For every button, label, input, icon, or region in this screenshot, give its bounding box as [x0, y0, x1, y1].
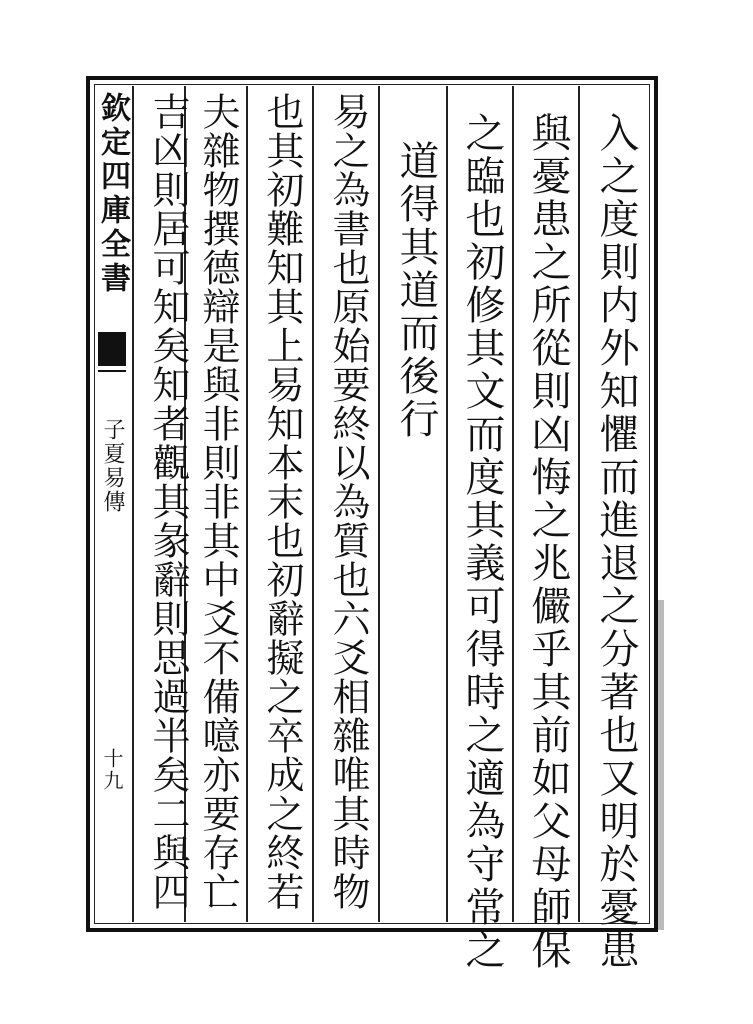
fishtail-line	[98, 370, 126, 372]
text-column: 入之度則内外知懼而進退之分著也又明於憂患	[593, 112, 639, 972]
page-number: 十九	[100, 748, 124, 792]
column-rule	[312, 86, 314, 922]
text-column: 道得其道而後行	[393, 140, 439, 441]
fishtail-mark	[98, 332, 126, 366]
page-edge-shadow	[658, 600, 664, 930]
text-column: 易之為書也原始要終以為質也六爻相雜唯其時物	[326, 92, 370, 911]
text-column: 夫雜物撰德辯是與非則非其中爻不備噫亦要存亡	[196, 92, 240, 911]
text-column: 之臨也初修其文而度其義可得時之適為守常之	[459, 112, 505, 972]
column-rule	[578, 86, 580, 922]
collection-title: 欽定四庫全書	[95, 92, 130, 296]
text-column: 與憂患之所從則凶悔之兆儼乎其前如父母師保	[525, 112, 571, 972]
text-column: 也其初難知其上易知本末也初辭擬之卒成之終若	[260, 92, 304, 911]
book-title: 子夏易傳	[100, 418, 125, 514]
column-rule	[512, 86, 514, 922]
column-rule	[446, 86, 448, 922]
column-rule	[378, 86, 380, 922]
text-column: 吉凶則居可知矣知者觀其彖辭則思過半矣二與四	[146, 92, 190, 911]
